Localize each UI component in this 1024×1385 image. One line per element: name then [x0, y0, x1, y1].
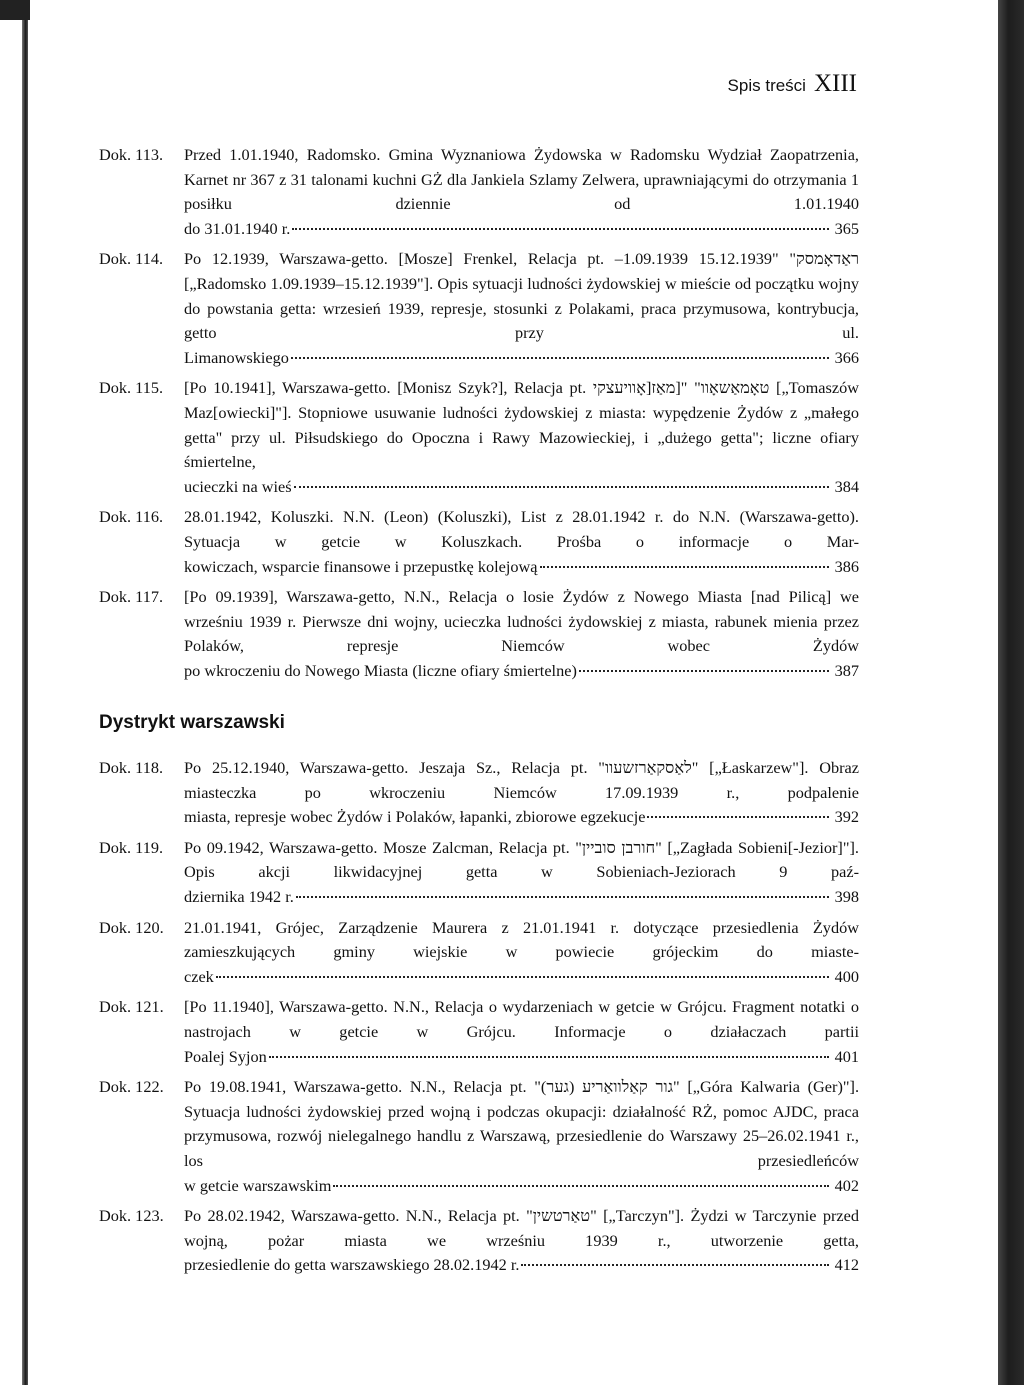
toc-entry [99, 585, 859, 683]
entry-description [184, 505, 859, 579]
toc-content [99, 143, 859, 1284]
entry-page-number: 402 [834, 1175, 859, 1195]
toc-list [99, 756, 859, 1278]
entry-description [184, 756, 859, 830]
entry-text-end: w getcie warszawskim [184, 1175, 332, 1195]
entry-text: Po 25.12.1940, Warszawa-getto. Jeszaja Sz., Relacja pt. "לאַסקאַרזשעוו" [„Łaskarzew"]. Obraz miasteczka po wkroczeniu Niemców 17.09.1939 r., podpalenie [184, 758, 859, 802]
toc-entry [99, 1075, 859, 1198]
entry-text: [Po 11.1940], Warszawa-getto. N.N., Relacja o wydarzeniach w getcie w Grójcu. Fragment notatki o nastrojach w getcie w Grójcu. Informacje o działaczach partii [184, 997, 859, 1041]
entry-label: Dok. 118. [99, 758, 164, 778]
entry-description [184, 376, 859, 499]
dot-leader [579, 670, 829, 672]
entry-last-line [184, 1253, 859, 1278]
entry-description [184, 247, 859, 370]
entry-label: Dok. 114. [99, 249, 164, 269]
entry-text-end: dziernika 1942 r. [184, 887, 294, 907]
entry-text: Po 19.08.1941, Warszawa-getto. N.N., Relacja pt. "(גער) גור קאַלוואַריע" [„Góra Kalwaria (Ger)"]. Sytuacja ludności żydowskiej przed wojną i podczas okupacji: działalność RŻ, pomoc AJDC, praca przymusowa, rozwój nielegalnego handlu z Warszawą, przesiedlenie do Warszawy 25–26.02.1941 r., los przesiedleńców [184, 1077, 860, 1170]
entry-label: Dok. 120. [99, 917, 164, 937]
entry-page-number: 398 [834, 887, 859, 907]
entry-page-number: 365 [834, 218, 859, 238]
entry-text: Po 12.1939, Warszawa-getto. [Mosze] Frenkel, Relacja pt. –1.09.1939 ראַדאָמסק" "15.12.1939 [„Radomsko 1.09.1939–15.12.1939"]. Opis sytuacji ludności żydowskiej w mieście od początku wojny do powstania getta: wrzesień 1939, represje, stosunki z Polakami, praca przymusowa, kontrybucja, getto przy ul. [184, 249, 859, 343]
dot-leader [647, 816, 829, 818]
scan-right-edge [998, 0, 1024, 1385]
toc-entry [99, 756, 859, 830]
entry-description [184, 836, 859, 910]
entry-page-number: 401 [834, 1046, 859, 1066]
entry-last-line [184, 885, 859, 910]
dot-leader [540, 566, 829, 568]
entry-last-line [184, 1045, 859, 1070]
entry-page-number: 384 [834, 476, 859, 496]
entry-text: [Po 09.1939], Warszawa-getto, N.N., Relacja o losie Żydów z Nowego Miasta [nad Pilicą] we wrześniu 1939 r. Pierwsze dni wojny, ucieczka ludności żydowskiej z miasta, rabunek mienia przez Polaków, represje Niemców wobec Żydów [184, 587, 859, 656]
entry-last-line [184, 805, 859, 830]
entry-label: Dok. 122. [99, 1077, 164, 1097]
dot-leader [291, 357, 829, 359]
entry-description [184, 995, 859, 1069]
entry-page-number: 400 [834, 966, 859, 986]
dot-leader [269, 1056, 829, 1058]
dot-leader [294, 486, 829, 488]
toc-entry [99, 836, 859, 910]
entry-page-number: 412 [834, 1255, 859, 1275]
entry-text-end: Limanowskiego [184, 347, 289, 367]
entry-label: Dok. 116. [99, 507, 164, 527]
entry-description [184, 585, 859, 683]
running-header [0, 70, 857, 98]
toc-entry [99, 995, 859, 1069]
entry-text: [Po 10.1941], Warszawa-getto. [Monisz Szyk?], Relacja pt. טאָמאַשאָוו" "[מאַז[אָוויעצקי [„Tomaszów Maz[owiecki]"]. Stopniowe usuwanie ludności żydowskiej z miasta: wypędzenie Żydów z „małego getta" przy ul. Piłsudskiego do Opoczna i Rawy Mazowieckiej, i „dużego getta"; liczne ofiary śmiertelne, [184, 378, 859, 472]
entry-description [184, 916, 859, 990]
toc-entry [99, 505, 859, 579]
entry-last-line [184, 659, 859, 684]
dot-leader [333, 1185, 829, 1187]
entry-page-number: 366 [834, 347, 859, 367]
entry-text-end: po wkroczeniu do Nowego Miasta (liczne ofiary śmiertelne) [184, 660, 577, 680]
entry-text-end: do 31.01.1940 r. [184, 218, 291, 238]
toc-entry [99, 376, 859, 499]
entry-last-line [184, 217, 859, 242]
entry-text: 28.01.1942, Koluszki. N.N. (Leon) (Koluszki), List z 28.01.1942 r. do N.N. (Warszawa-getto). Sytuacja w getcie w Koluszkach. Prośba o informacje o Mar- [184, 507, 859, 551]
entry-last-line [184, 555, 859, 580]
entry-description [184, 143, 859, 241]
entry-text-end: Poalej Syjon [184, 1046, 267, 1066]
entry-label: Dok. 121. [99, 997, 164, 1017]
entry-label: Dok. 123. [99, 1206, 164, 1226]
entry-page-number: 386 [834, 556, 859, 576]
entry-page-number: 392 [834, 807, 859, 827]
entry-text-end: czek [184, 966, 214, 986]
entry-description [184, 1204, 859, 1278]
entry-label: Dok. 117. [99, 587, 164, 607]
dot-leader [292, 228, 829, 230]
toc-entry [99, 1204, 859, 1278]
dot-leader [296, 896, 829, 898]
toc-list [99, 143, 859, 683]
entry-page-number: 387 [834, 660, 859, 680]
entry-last-line [184, 346, 859, 371]
entry-label: Dok. 119. [99, 837, 164, 857]
dot-leader [521, 1264, 829, 1266]
toc-entry [99, 247, 859, 370]
toc-entry [99, 916, 859, 990]
dot-leader [216, 976, 829, 978]
entry-label: Dok. 115. [99, 378, 164, 398]
entry-text: Po 09.1942, Warszawa-getto. Mosze Zalcman, Relacja pt. "חורבן סוביין" [„Zagłada Sobieni[-Jezior]"]. Opis akcji likwidacyjnej getta w Sobieniach-Jeziorach 9 paź- [184, 837, 859, 882]
toc-entry [99, 143, 859, 241]
page-number: XIII [813, 70, 857, 97]
entry-text-end: ucieczki na wieś [184, 476, 292, 496]
entry-description [184, 1075, 859, 1198]
entry-label: Dok. 113. [99, 145, 164, 164]
scan-left-edge [22, 0, 28, 1385]
section-heading: Dystrykt warszawski [99, 712, 285, 734]
entry-last-line [184, 475, 859, 500]
running-header-title: Spis treści [727, 76, 806, 95]
entry-text: Przed 1.01.1940, Radomsko. Gmina Wyznaniowa Żydowska w Radomsku Wydział Zaopatrzenia, Karnet nr 367 z 31 talonami kuchni GŻ dla Jankiela Szlamy Zelwera, uprawniającymi do otrzymania 1 posiłku dziennie od 1.01.1940 [184, 145, 859, 214]
entry-text-end: kowiczach, wsparcie finansowe i przepustkę kolejową [184, 556, 538, 576]
scan-top-left-corner [0, 0, 30, 20]
entry-last-line [184, 965, 859, 990]
entry-text: Po 28.02.1942, Warszawa-getto. N.N., Relacja pt. "טאַרטשין" [„Tarczyn"]. Żydzi w Tarczynie przed wojną, pożar miasta we wrześniu 1939 r., utworzenie getta, [184, 1206, 860, 1250]
entry-text-end: miasta, represje wobec Żydów i Polaków, łapanki, zbiorowe egzekucje [184, 807, 646, 827]
entry-text: 21.01.1941, Grójec, Zarządzenie Maurera z 21.01.1941 r. dotyczące przesiedlenia Żydów zamieszkujących gminy wiejskie w powiecie grójeckim do miaste- [184, 917, 859, 962]
entry-last-line [184, 1174, 859, 1199]
entry-text-end: przesiedlenie do getta warszawskiego 28.02.1942 r. [184, 1255, 520, 1275]
